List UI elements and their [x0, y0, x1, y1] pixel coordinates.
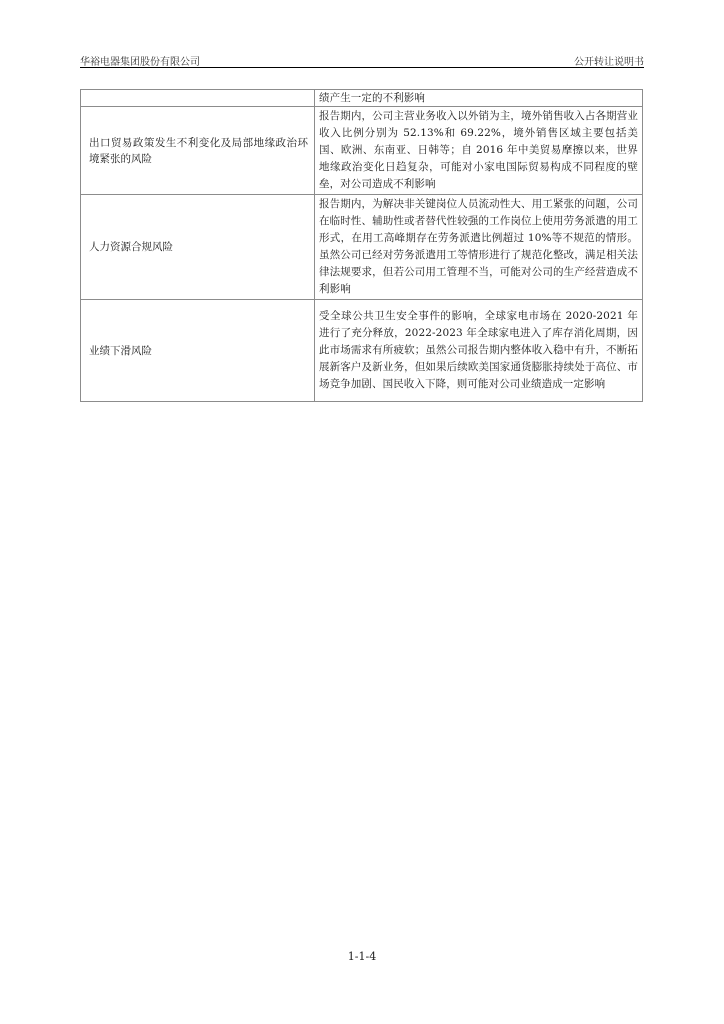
- risk-description-cell: 报告期内，公司主营业务收入以外销为主，境外销售收入占各期营业收入比例分别为 52.13%和 69.22%，境外销售区域主要包括美国、欧洲、东南亚、日韩等；自 2016 年中美贸易摩擦以来，世界地缘政治变化日趋复杂，可能对小家电国际贸易构成不同程度的壁垒，对公司造成不利影响: [315, 107, 643, 195]
- risk-description-cell: 绩产生一定的不利影响: [315, 90, 643, 107]
- page-header: [80, 50, 644, 68]
- table-row: [81, 195, 643, 300]
- table-row: [81, 300, 643, 402]
- risk-category-cell: 业绩下滑风险: [81, 300, 315, 402]
- risk-description-cell: 报告期内，为解决非关键岗位人员流动性大、用工紧张的问题，公司在临时性、辅助性或者替代性较强的工作岗位上使用劳务派遣的用工形式，在用工高峰期存在劳务派遣比例超过 10%等不规范的情形。虽然公司已经对劳务派遣用工等情形进行了规范化整改，满足相关法律法规要求，但若公司用工管理不当，可能对公司的生产经营造成不利影响: [315, 195, 643, 300]
- table-row: [81, 107, 643, 195]
- company-name: 华裕电器集团股份有限公司: [80, 57, 200, 68]
- risk-description-cell: 受全球公共卫生安全事件的影响，全球家电市场在 2020-2021 年进行了充分释放，2022-2023 年全球家电进入了库存消化周期，因此市场需求有所疲软；虽然公司报告期内整体收入稳中有升，不断拓展新客户及新业务，但如果后续欧美国家通货膨胀持续处于高位、市场竞争加剧、国民收入下降，则可能对公司业绩造成一定影响: [315, 300, 643, 402]
- document-type: 公开转让说明书: [574, 57, 644, 68]
- risk-category-cell: 出口贸易政策发生不利变化及局部地缘政治环境紧张的风险: [81, 107, 315, 195]
- page-number: 1-1-4: [347, 950, 377, 963]
- risk-category-cell: 人力资源合规风险: [81, 195, 315, 300]
- risk-category-cell: [81, 90, 315, 107]
- risk-table: [80, 89, 643, 402]
- header-divider: [80, 67, 644, 68]
- table-row: [81, 90, 643, 107]
